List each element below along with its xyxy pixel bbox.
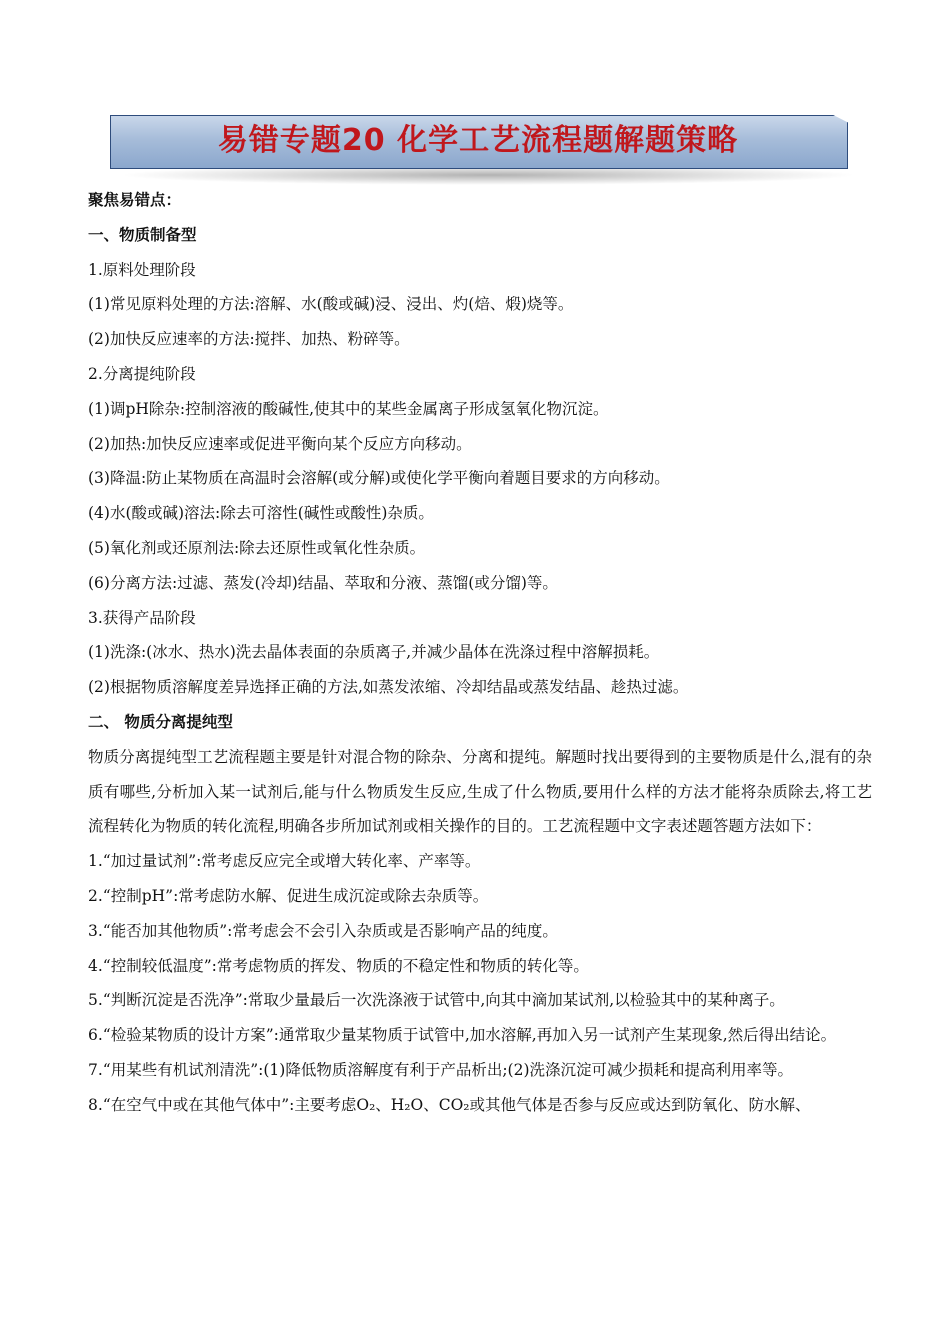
- section1-line: (4)水(酸或碱)溶法:除去可溶性(碱性或酸性)杂质。: [88, 504, 434, 523]
- focus-heading: 聚焦易错点：: [88, 191, 182, 209]
- section2-item: 2.“控制pH”:常考虑防水解、促进生成沉淀或除去杂质等。: [88, 886, 489, 905]
- section1-line: 2.分离提纯阶段: [88, 364, 196, 383]
- section2-item: 3.“能否加其他物质”:常考虑会不会引入杂质或是否影响产品的纯度。: [88, 921, 558, 940]
- section1-line: (6)分离方法:过滤、蒸发(冷却)结晶、萃取和分液、蒸馏(或分馏)等。: [88, 573, 558, 592]
- section1-line: (2)加热:加快反应速率或促进平衡向某个反应方向移动。: [88, 434, 472, 453]
- section2-item: 6.“检验某物质的设计方案”:通常取少量某物质于试管中,加水溶解,再加入另一试剂产生某现象,然后得出结论。: [88, 1026, 837, 1045]
- section1-line: (1)调pH除杂:控制溶液的酸碱性,使其中的某些金属离子形成氢氧化物沉淀。: [88, 399, 609, 418]
- section2-item: 4.“控制较低温度”:常考虑物质的挥发、物质的不稳定性和物质的转化等。: [88, 956, 589, 975]
- section1-line: (1)洗涤:(冰水、热水)洗去晶体表面的杂质离子,并减少晶体在洗涤过程中溶解损耗。: [88, 643, 660, 662]
- section2-item: 7.“用某些有机试剂清洗”:(1)降低物质溶解度有利于产品析出;(2)洗涤沉淀可减少损耗和提高利用率等。: [88, 1060, 793, 1079]
- section1-heading: 一、物质制备型: [88, 225, 197, 244]
- page-title: 易错专题20 化学工艺流程题解题策略: [217, 123, 739, 158]
- section2-item: 8.“在空气中或在其他气体中”:主要考虑O₂、H₂O、CO₂或其他气体是否参与反应或达到防氧化、防水解、: [88, 1095, 811, 1114]
- section2-heading: 二、 物质分离提纯型: [88, 712, 233, 731]
- section1-line: (2)加快反应速率的方法:搅拌、加热、粉碎等。: [88, 330, 410, 349]
- section2-intro: 物质分离提纯型工艺流程题主要是针对混合物的除杂、分离和提纯。解题时找出要得到的主要物质是什么,混有的杂质有哪些,分析加入某一试剂后,能与什么物质发生反应,生成了什么物质,要用什么样的方法才能将杂质除去,将工艺流程转化为物质的转化流程,明确各步所加试剂或相关操作的目的。工艺流程题中文字表述题答题方法如下：: [88, 747, 872, 836]
- section1-line: 1.原料处理阶段: [88, 260, 196, 279]
- section1-line: (2)根据物质溶解度差异选择正确的方法,如蒸发浓缩、冷却结晶或蒸发结晶、趁热过滤。: [88, 678, 689, 697]
- section1-line: (5)氧化剂或还原剂法:除去还原性或氧化性杂质。: [88, 538, 426, 557]
- document-body: [88, 183, 872, 1123]
- section1-line: 3.获得产品阶段: [88, 608, 196, 627]
- section1-line: (1)常见原料处理的方法:溶解、水(酸或碱)浸、浸出、灼(焙、煅)烧等。: [88, 295, 574, 314]
- section1-line: (3)降温:防止某物质在高温时会溶解(或分解)或使化学平衡向着题目要求的方向移动。: [88, 469, 670, 488]
- section2-item: 1.“加过量试剂”:常考虑反应完全或增大转化率、产率等。: [88, 852, 481, 871]
- section2-item: 5.“判断沉淀是否洗净”:常取少量最后一次洗涤液于试管中,向其中滴加某试剂,以检验其中的某种离子。: [88, 991, 785, 1010]
- title-banner: [110, 115, 846, 167]
